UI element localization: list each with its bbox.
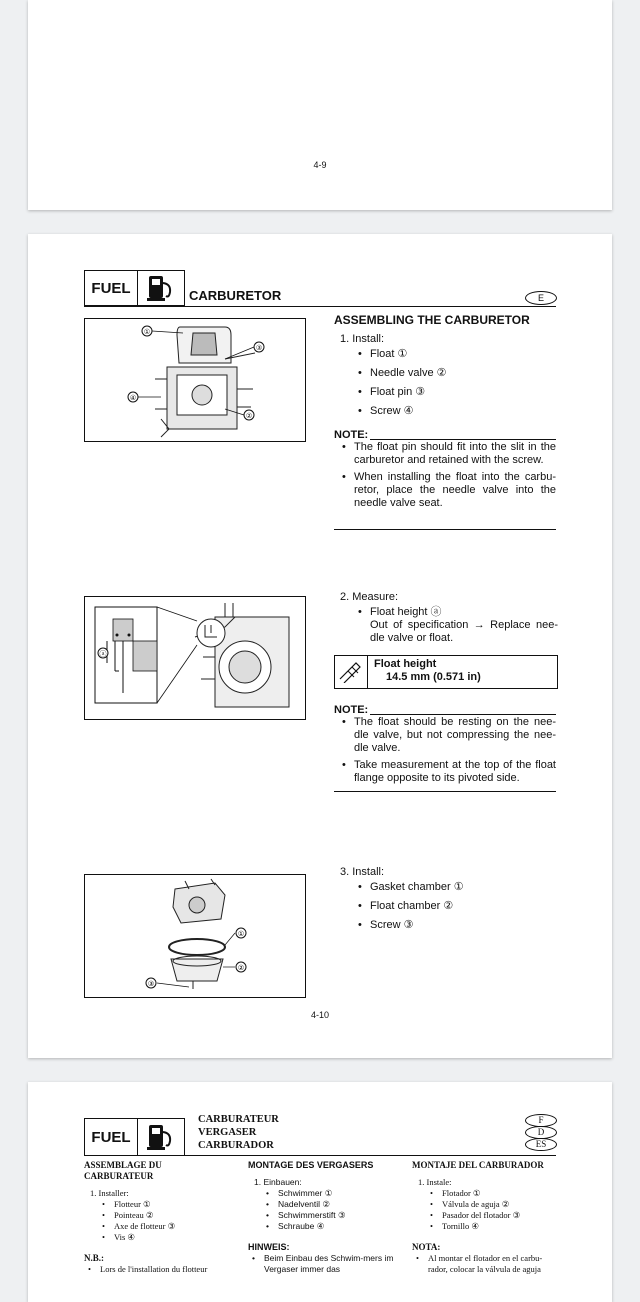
page-4-10-multilingual <box>28 1082 612 1302</box>
note1-item: • When installing the float into the carbu-retor, place the needle valve into the needle valve seat. <box>338 471 556 510</box>
multilingual-titles <box>198 1113 279 1152</box>
note2-item: • Take measurement at the top of the float flange opposite to its pivoted side. <box>338 759 556 785</box>
step1-item: • Needle valve ② <box>354 367 554 380</box>
note1-item: • The float pin should fit into the slit in the carburetor and retained with the screw. <box>338 441 556 467</box>
spec-box <box>334 655 558 689</box>
fig3-callout-1: ① <box>237 930 245 938</box>
note2-item: • The float should be resting on the nee-dle valve, but not compressing the nee-dle valve. <box>338 716 556 755</box>
note2-rule <box>370 714 556 715</box>
language-code-fr: F <box>525 1114 557 1127</box>
col-item: • Pointeau ② <box>98 1210 230 1221</box>
step3-item: • Screw ③ <box>354 919 554 932</box>
fig1-callout-4: ④ <box>129 394 137 402</box>
note2-label: NOTE: <box>334 704 369 716</box>
col-note: • Beim Einbau des Schwim-mers im Vergaser immer das <box>248 1253 394 1275</box>
header-rule <box>84 306 556 307</box>
step3-list <box>354 881 554 932</box>
assembling-heading: ASSEMBLING THE CARBURETOR <box>334 313 530 327</box>
fig3-callout-3: ③ <box>147 980 155 988</box>
col-item: • Vis ④ <box>98 1232 230 1243</box>
language-code: E <box>525 291 557 305</box>
fig3-callout-2: ② <box>237 964 245 972</box>
col-heading: MONTAJE DEL CARBURADOR <box>412 1160 544 1170</box>
step1-item: • Float pin ③ <box>354 386 554 399</box>
step1-list <box>354 348 554 418</box>
fuel-pump-icon <box>138 1119 184 1155</box>
step2-action: Out of specification → Replace nee-dle valve or float. <box>370 619 558 644</box>
col-heading: ASSEMBLAGE DU CARBURATEUR <box>84 1160 162 1181</box>
title-fr: CARBURATEUR <box>198 1114 279 1125</box>
header-rule <box>84 1155 556 1156</box>
fig1-callout-3: ③ <box>255 344 263 352</box>
note1-label: NOTE: <box>334 429 369 441</box>
col-step: 1. Einbauen: <box>254 1177 302 1187</box>
figure-float-chamber <box>84 874 306 998</box>
figure-carburetor-assembly <box>84 318 306 442</box>
note2-end-rule <box>334 791 556 792</box>
col-note: • Al montar el flotador en el carbu-rador, colocar la válvula de aguja <box>412 1253 556 1275</box>
step3-title: 3. Install: <box>340 866 385 878</box>
col-note: • Lors de l'installation du flotteur <box>84 1264 230 1275</box>
column-french <box>84 1160 230 1275</box>
step2-item: • Float height ⓐ <box>354 606 558 619</box>
fuel-label: FUEL <box>85 1119 138 1155</box>
note1-rule <box>370 439 556 440</box>
fig2-callout-a: ⓐ <box>99 650 107 658</box>
col-item: • Pasador del flotador ③ <box>426 1210 556 1221</box>
note2-list <box>338 716 556 785</box>
step3-item: • Gasket chamber ① <box>354 881 554 894</box>
col-note-label: NOTA: <box>412 1242 441 1252</box>
page-4-9 <box>28 0 612 210</box>
step2-list <box>354 606 558 645</box>
col-step: 1. Installer: <box>90 1188 129 1198</box>
language-code-es: ES <box>525 1138 557 1151</box>
note1-end-rule <box>334 529 556 530</box>
note1-list <box>338 441 556 510</box>
column-spanish <box>412 1160 556 1275</box>
fig1-callout-2: ② <box>245 412 253 420</box>
step1-item: • Screw ④ <box>354 405 554 418</box>
col-heading: MONTAGE DES VERGASERS <box>248 1160 374 1170</box>
caliper-icon <box>335 656 368 688</box>
page-4-10 <box>28 234 612 1058</box>
step1-title: 1. Install: <box>340 333 385 345</box>
column-german <box>248 1160 394 1275</box>
col-note-label: N.B.: <box>84 1253 104 1263</box>
col-item: • Flotteur ① <box>98 1199 230 1210</box>
title-de: VERGASER <box>198 1127 257 1138</box>
col-item: • Schraube ④ <box>262 1221 394 1232</box>
spec-value: 14.5 mm (0.571 in) <box>386 671 481 683</box>
fuel-label: FUEL <box>85 271 138 305</box>
step1-item: • Float ① <box>354 348 554 361</box>
figure-float-height <box>84 596 306 720</box>
page-number: 4-9 <box>313 160 327 170</box>
fuel-header-box <box>84 1118 185 1156</box>
col-item: • Schwimmer ① <box>262 1188 394 1199</box>
title-es: CARBURADOR <box>198 1140 274 1151</box>
fuel-pump-icon <box>138 271 184 305</box>
col-step: 1. Instale: <box>418 1177 452 1187</box>
step2-title: 2. Measure: <box>340 591 399 603</box>
col-item: • Tornillo ④ <box>426 1221 556 1232</box>
fig1-callout-1: ① <box>143 328 151 336</box>
col-item: • Axe de flotteur ③ <box>98 1221 230 1232</box>
spec-label: Float height <box>374 658 437 670</box>
language-code-de: D <box>525 1126 557 1139</box>
col-item: • Nadelventil ② <box>262 1199 394 1210</box>
section-title: CARBURETOR <box>189 288 282 303</box>
col-item: • Schwimmerstift ③ <box>262 1210 394 1221</box>
col-item: • Flotador ① <box>426 1188 556 1199</box>
col-item: • Válvula de aguja ② <box>426 1199 556 1210</box>
col-note-label: HINWEIS: <box>248 1242 290 1252</box>
fuel-header-box <box>84 270 185 306</box>
step3-item: • Float chamber ② <box>354 900 554 913</box>
page-number: 4-10 <box>310 1010 329 1020</box>
